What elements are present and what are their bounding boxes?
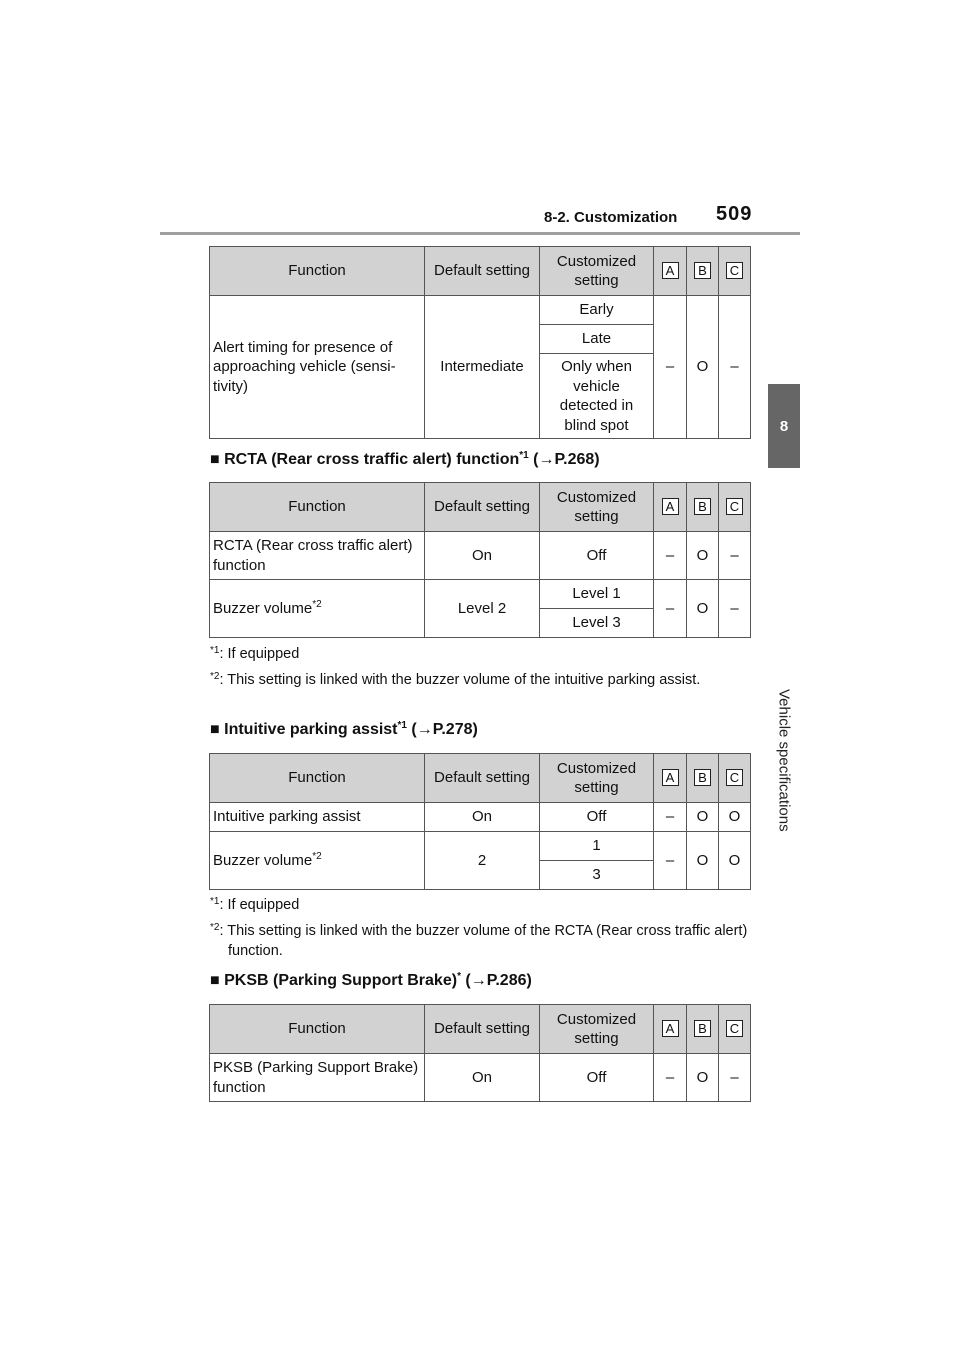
ref-open: ( xyxy=(406,721,417,738)
footnote-mark: *1 xyxy=(210,645,220,656)
option-cell: Early xyxy=(540,296,654,325)
c-cell: – xyxy=(719,532,751,580)
heading-text: PKSB (Parking Support Brake) xyxy=(224,972,458,989)
option-cell: Off xyxy=(540,803,654,832)
table-header-row xyxy=(210,247,751,296)
heading-footnote-mark: * xyxy=(457,971,461,982)
letter-b: B xyxy=(694,498,711,515)
table-row xyxy=(210,1054,751,1102)
function-cell xyxy=(210,580,425,638)
col-header-b xyxy=(687,754,719,803)
a-cell: – xyxy=(654,803,687,832)
col-header-default: Default setting xyxy=(425,754,540,803)
page-number: 509 xyxy=(716,203,753,225)
ipa-heading xyxy=(210,721,478,739)
c-cell: O xyxy=(719,803,751,832)
default-cell: Intermediate xyxy=(425,296,540,439)
col-header-c xyxy=(719,754,751,803)
function-cell: Alert timing for presence of approaching vehicle (sensi-tivity) xyxy=(210,296,425,439)
footnote-mark: *2 xyxy=(312,598,322,610)
col-header-function: Function xyxy=(210,247,425,296)
c-cell: – xyxy=(719,1054,751,1102)
footnote xyxy=(210,921,750,961)
table-header-row xyxy=(210,754,751,803)
table-row xyxy=(210,580,751,609)
letter-a: A xyxy=(662,769,679,786)
header-divider xyxy=(160,232,800,235)
pksb-heading xyxy=(210,972,532,990)
col-header-a xyxy=(654,1005,687,1054)
option-cell: 3 xyxy=(540,861,654,890)
b-cell: O xyxy=(687,580,719,638)
col-header-default: Default setting xyxy=(425,1005,540,1054)
b-cell: O xyxy=(687,832,719,890)
c-cell: – xyxy=(719,580,751,638)
function-text: Buzzer volume xyxy=(213,851,313,869)
table-row xyxy=(210,803,751,832)
col-header-customized: Customized setting xyxy=(540,754,654,803)
col-header-a xyxy=(654,483,687,532)
col-header-c xyxy=(719,1005,751,1054)
default-cell: On xyxy=(425,532,540,580)
heading-text: Intuitive parking assist xyxy=(224,721,398,738)
option-cell: Only when vehicle detected in blind spot xyxy=(540,354,654,439)
footnote-text: : This setting is linked with the buzzer volume of the intuitive parking assist. xyxy=(219,672,701,688)
table-header-row xyxy=(210,483,751,532)
footnote-mark: *2 xyxy=(210,671,220,682)
col-header-b xyxy=(687,1005,719,1054)
heading-marker: ■ xyxy=(210,972,220,989)
footnote-mark: *1 xyxy=(210,896,220,907)
col-header-c xyxy=(719,247,751,296)
col-header-customized: Customized setting xyxy=(540,1005,654,1054)
function-cell: Intuitive parking assist xyxy=(210,803,425,832)
ref-open: ( xyxy=(528,451,539,468)
heading-marker: ■ xyxy=(210,451,220,468)
option-cell: 1 xyxy=(540,832,654,861)
letter-a: A xyxy=(662,262,679,279)
table-row xyxy=(210,296,751,325)
footnote-mark: *2 xyxy=(312,850,322,862)
heading-text: RCTA (Rear cross traffic alert) function xyxy=(224,451,520,468)
col-header-a xyxy=(654,247,687,296)
option-cell: Late xyxy=(540,325,654,354)
a-cell: – xyxy=(654,532,687,580)
letter-c: C xyxy=(726,769,743,786)
col-header-b xyxy=(687,247,719,296)
function-text: Buzzer volume xyxy=(213,599,313,617)
arrow-icon: → xyxy=(470,972,487,989)
col-header-default: Default setting xyxy=(425,483,540,532)
col-header-function: Function xyxy=(210,1005,425,1054)
c-cell: O xyxy=(719,832,751,890)
table-row xyxy=(210,832,751,861)
alert-timing-table xyxy=(209,246,751,439)
chapter-side-label xyxy=(770,480,798,1040)
footnote xyxy=(210,895,750,915)
table-header-row xyxy=(210,1005,751,1054)
a-cell: – xyxy=(654,296,687,439)
col-header-customized: Customized setting xyxy=(540,247,654,296)
option-cell: Off xyxy=(540,1054,654,1102)
page-reference: P.268) xyxy=(554,451,600,468)
function-cell xyxy=(210,832,425,890)
default-cell: 2 xyxy=(425,832,540,890)
letter-a: A xyxy=(662,1020,679,1037)
ref-open: ( xyxy=(460,972,471,989)
b-cell: O xyxy=(687,1054,719,1102)
letter-b: B xyxy=(694,1020,711,1037)
footnote xyxy=(210,644,750,664)
chapter-tab xyxy=(768,384,800,468)
ipa-table xyxy=(209,753,751,890)
option-cell: Level 3 xyxy=(540,609,654,638)
letter-b: B xyxy=(694,769,711,786)
heading-footnote-mark: *1 xyxy=(397,720,407,731)
rcta-table xyxy=(209,482,751,638)
default-cell: Level 2 xyxy=(425,580,540,638)
letter-c: C xyxy=(726,1020,743,1037)
letter-c: C xyxy=(726,498,743,515)
default-cell: On xyxy=(425,1054,540,1102)
section-title: 8-2. Customization xyxy=(544,209,678,226)
col-header-a xyxy=(654,754,687,803)
a-cell: – xyxy=(654,580,687,638)
default-cell: On xyxy=(425,803,540,832)
col-header-c xyxy=(719,483,751,532)
chapter-number: 8 xyxy=(779,417,789,435)
table-row xyxy=(210,532,751,580)
a-cell: – xyxy=(654,1054,687,1102)
footnote-text: : If equipped xyxy=(219,646,300,662)
a-cell: – xyxy=(654,832,687,890)
page-reference: P.278) xyxy=(432,721,478,738)
heading-marker: ■ xyxy=(210,721,220,738)
heading-footnote-mark: *1 xyxy=(519,450,529,461)
pksb-table xyxy=(209,1004,751,1102)
col-header-b xyxy=(687,483,719,532)
option-cell: Level 1 xyxy=(540,580,654,609)
footnote-text: : If equipped xyxy=(219,897,300,913)
rcta-heading xyxy=(210,451,600,469)
footnote xyxy=(210,670,750,690)
col-header-function: Function xyxy=(210,754,425,803)
col-header-customized: Customized setting xyxy=(540,483,654,532)
letter-b: B xyxy=(694,262,711,279)
page-reference: P.286) xyxy=(486,972,532,989)
arrow-icon: → xyxy=(538,451,555,468)
footnote-text: : This setting is linked with the buzzer volume of the RCTA (Rear cross traffic alert) function. xyxy=(219,923,748,959)
letter-c: C xyxy=(726,262,743,279)
arrow-icon: → xyxy=(416,721,433,738)
chapter-title: Vehicle specifications xyxy=(775,688,793,832)
letter-a: A xyxy=(662,498,679,515)
col-header-function: Function xyxy=(210,483,425,532)
footnote-mark: *2 xyxy=(210,922,220,933)
b-cell: O xyxy=(687,532,719,580)
col-header-default: Default setting xyxy=(425,247,540,296)
function-cell: RCTA (Rear cross traffic alert) function xyxy=(210,532,425,580)
function-cell: PKSB (Parking Support Brake) function xyxy=(210,1054,425,1102)
b-cell: O xyxy=(687,803,719,832)
b-cell: O xyxy=(687,296,719,439)
c-cell: – xyxy=(719,296,751,439)
option-cell: Off xyxy=(540,532,654,580)
